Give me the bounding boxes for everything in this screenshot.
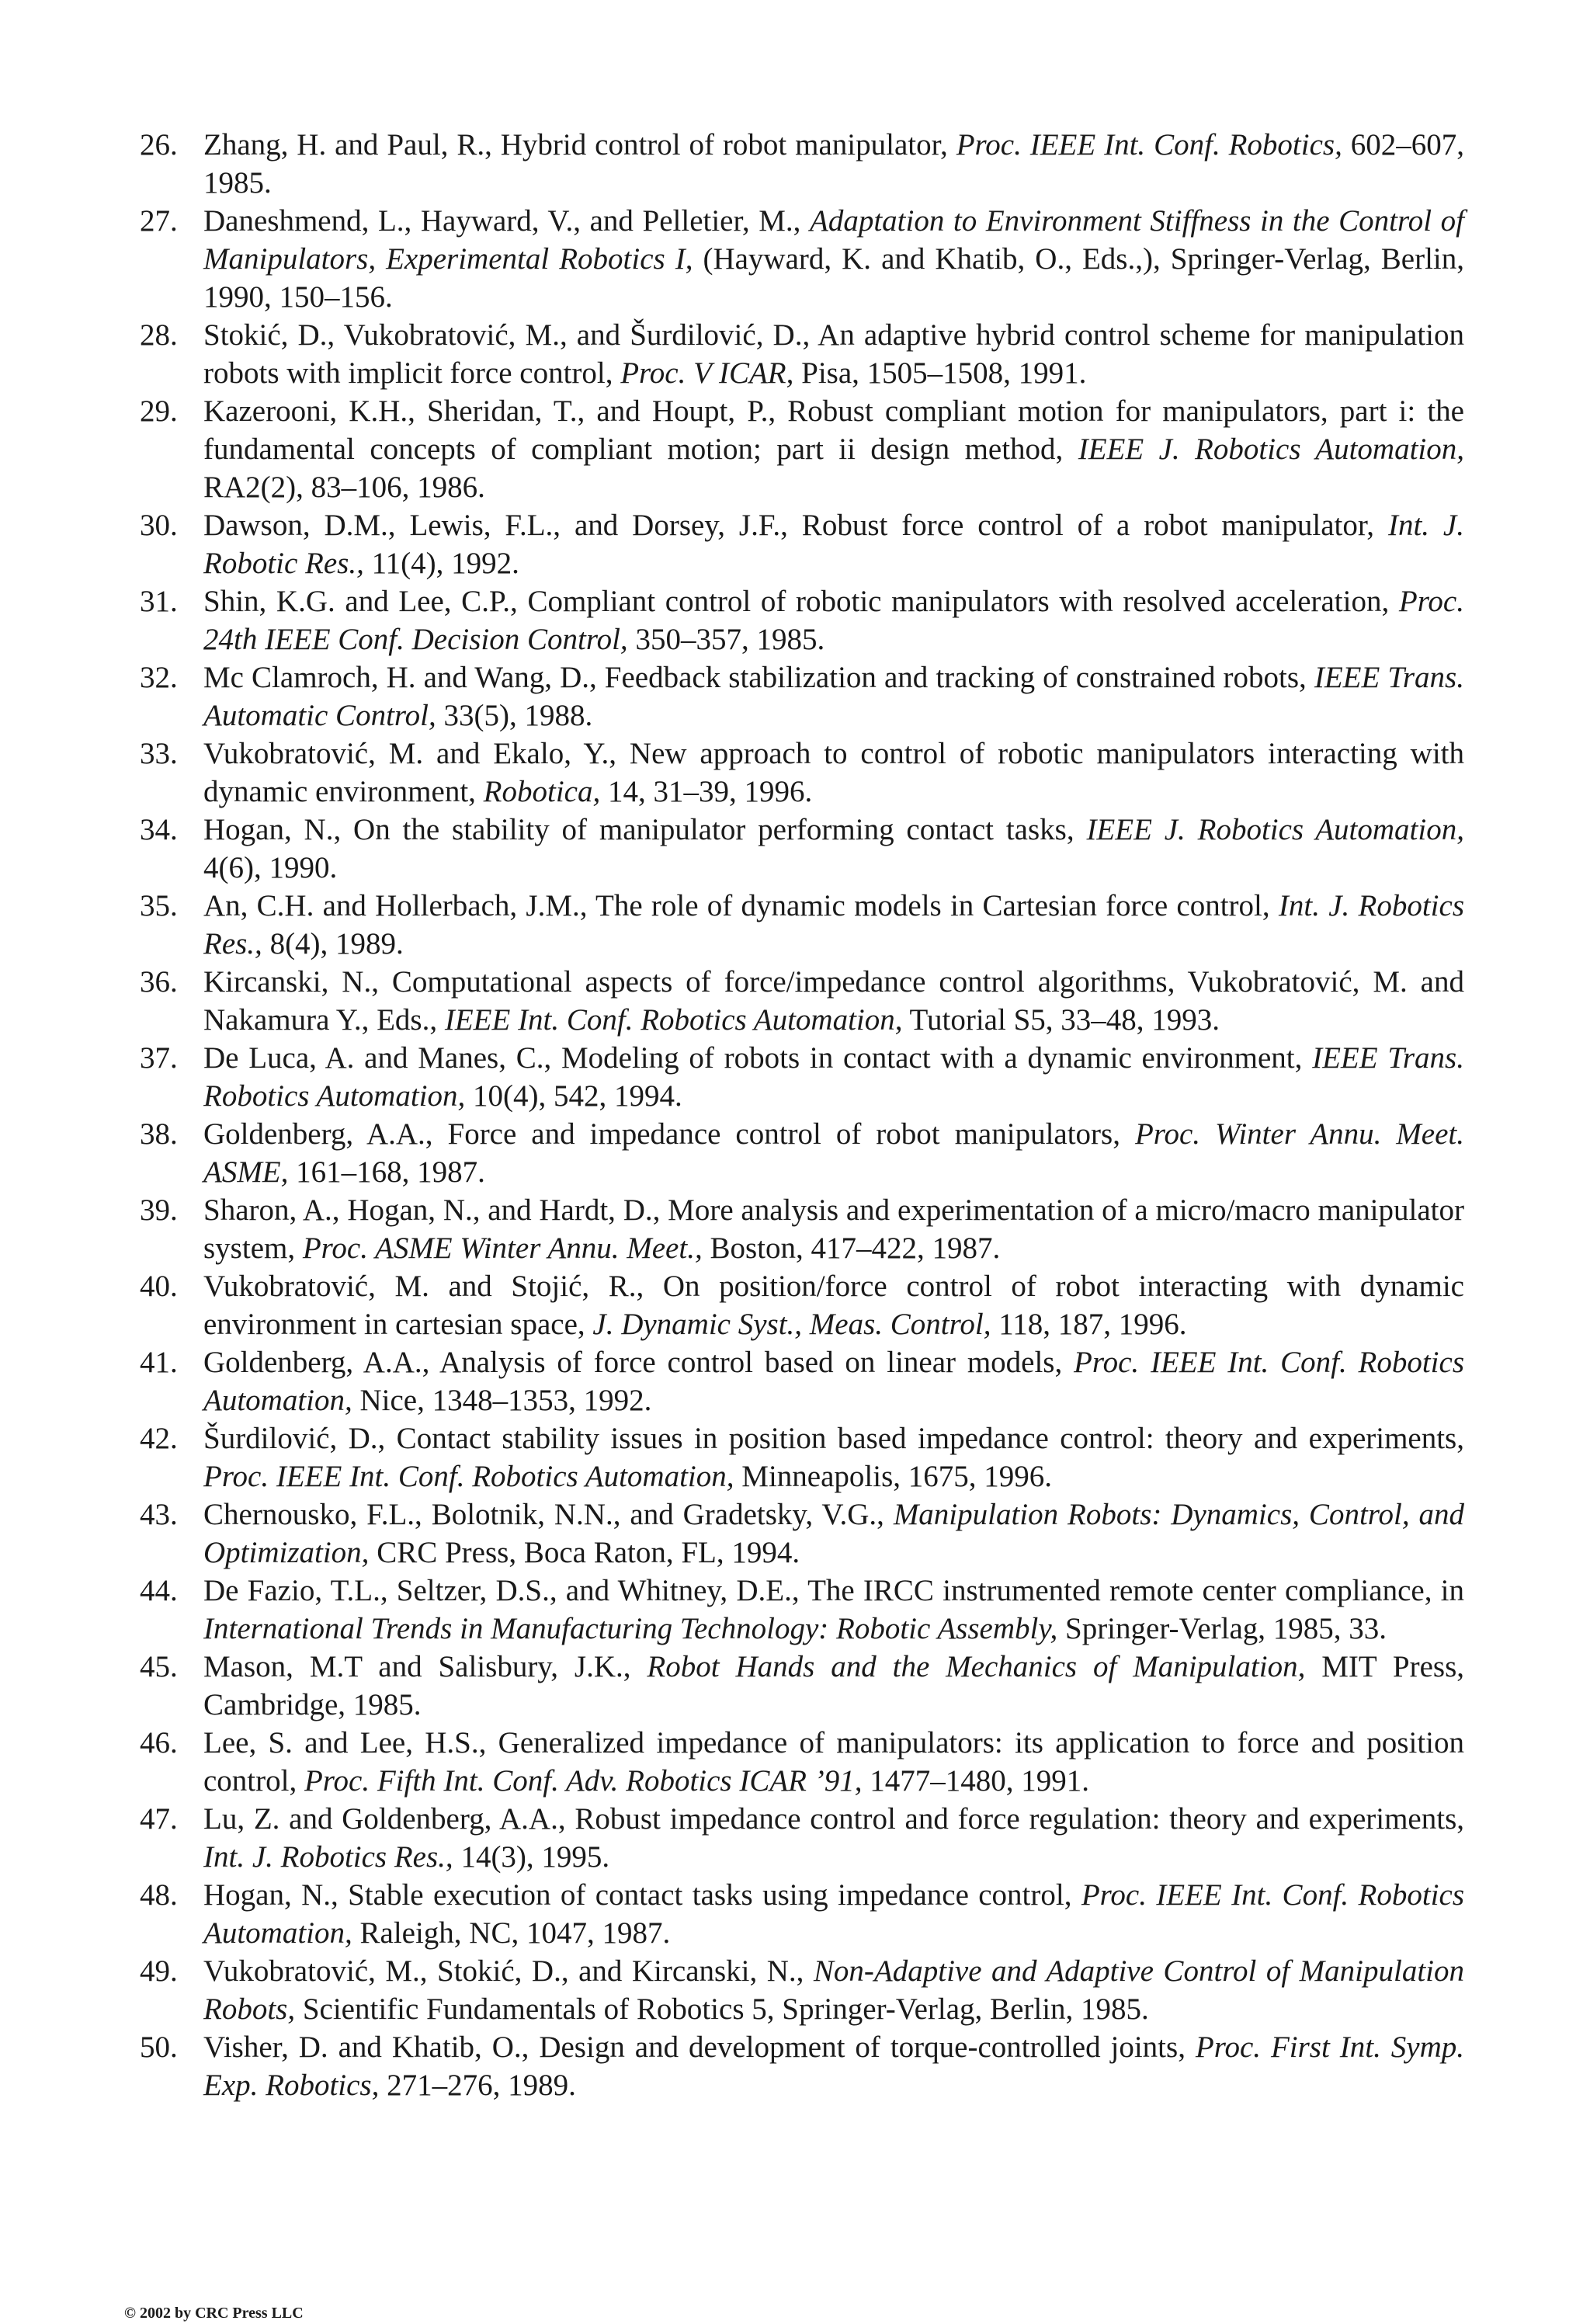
reference-item xyxy=(140,2028,1464,2104)
reference-number: 35. xyxy=(140,889,178,922)
reference-item xyxy=(140,1648,1464,1724)
reference-text-segment: RA2(2), 83–106, 1986. xyxy=(203,471,485,504)
reference-text xyxy=(203,392,1464,506)
reference-text-segment: Stokić, D., Vukobratović, M., and Šurdilović, D., An adaptive hybrid control scheme for manipulation robots with implicit force control, xyxy=(203,318,1464,390)
reference-text-segment: Vukobratović, M. and Stojić, R., On position/force control of robot interacting with dynamic environment in cartesian space, xyxy=(203,1270,1464,1341)
reference-source-italic: Int. J. Robotics Res., xyxy=(203,1840,453,1874)
reference-source-italic: Proc. ASME Winter Annu. Meet., xyxy=(302,1231,703,1265)
reference-item xyxy=(140,887,1464,963)
reference-text-segment: Scientific Fundamentals of Robotics 5, Springer-Verlag, Berlin, 1985. xyxy=(295,1992,1149,2026)
reference-text-segment: Tutorial S5, 33–48, 1993. xyxy=(902,1003,1220,1037)
reference-item xyxy=(140,1800,1464,1876)
reference-text-segment: 118, 187, 1996. xyxy=(991,1308,1187,1341)
reference-text-segment: Vukobratović, M., Stokić, D., and Kircanski, N., xyxy=(203,1954,814,1988)
reference-item xyxy=(140,1343,1464,1419)
reference-item xyxy=(140,126,1464,202)
reference-text-segment: Goldenberg, A.A., Analysis of force control based on linear models, xyxy=(203,1346,1074,1379)
reference-number: 38. xyxy=(140,1117,178,1151)
reference-item xyxy=(140,811,1464,887)
reference-text-segment: Vukobratović, M. and Ekalo, Y., New approach to control of robotic manipulators interacting with dynamic environment, xyxy=(203,737,1464,808)
reference-text-segment: Springer-Verlag, 1985, 33. xyxy=(1057,1612,1387,1645)
reference-source-italic: Proc. IEEE Int. Conf. Robotics Automation, xyxy=(203,1878,1464,1950)
reference-text xyxy=(203,811,1464,887)
reference-number: 31. xyxy=(140,585,178,618)
reference-text-segment: Shin, K.G. and Lee, C.P., Compliant control of robotic manipulators with resolved acceleration, xyxy=(203,585,1399,618)
reference-number: 43. xyxy=(140,1498,178,1531)
reference-source-italic: IEEE Int. Conf. Robotics Automation, xyxy=(444,1003,903,1037)
reference-list xyxy=(140,126,1464,2104)
reference-text xyxy=(203,1495,1464,1572)
reference-source-italic: Proc. IEEE Int. Conf. Robotics Automation, xyxy=(203,1460,734,1493)
reference-text-segment: 350–357, 1985. xyxy=(627,623,825,656)
reference-source-italic: International Trends in Manufacturing Technology: Robotic Assembly, xyxy=(203,1612,1058,1645)
reference-source-italic: Proc. IEEE Int. Conf. Robotics, xyxy=(956,128,1342,162)
reference-text xyxy=(203,126,1464,202)
reference-item xyxy=(140,1876,1464,1952)
reference-source-italic: Non-Adaptive and Adaptive Control of Manipulation Robots, xyxy=(203,1954,1464,2026)
reference-text xyxy=(203,1876,1464,1952)
reference-number: 48. xyxy=(140,1878,178,1912)
reference-source-italic: Proc. First Int. Symp. Exp. Robotics, xyxy=(203,2030,1465,2102)
reference-item xyxy=(140,202,1464,316)
reference-item xyxy=(140,1572,1464,1648)
reference-text-segment: Lee, S. and Lee, H.S., Generalized impedance of manipulators: its application to force and position control, xyxy=(203,1726,1464,1798)
reference-item xyxy=(140,1952,1464,2028)
reference-item xyxy=(140,392,1464,506)
reference-number: 29. xyxy=(140,394,178,428)
reference-text xyxy=(203,1648,1464,1724)
reference-source-italic: J. Dynamic Syst., Meas. Control, xyxy=(592,1308,991,1341)
reference-text-segment: 271–276, 1989. xyxy=(379,2069,576,2102)
reference-source-italic: Adaptation to Environment Stiffness in the Control of Manipulators, Experimental Robotics I, xyxy=(203,204,1464,276)
copyright-footer: © 2002 by CRC Press LLC xyxy=(124,2305,304,2322)
reference-text xyxy=(203,1115,1464,1191)
reference-source-italic: Robotica, xyxy=(483,775,601,808)
reference-item xyxy=(140,1115,1464,1191)
reference-item xyxy=(140,1724,1464,1800)
reference-number: 36. xyxy=(140,965,178,999)
reference-number: 39. xyxy=(140,1193,178,1227)
reference-text-segment: (Hayward, K. and Khatib, O., Eds.,), Springer-Verlag, Berlin, 1990, 150–156. xyxy=(203,242,1464,314)
reference-text-segment: Chernousko, F.L., Bolotnik, N.N., and Gradetsky, V.G., xyxy=(203,1498,894,1531)
reference-text-segment: Kazerooni, K.H., Sheridan, T., and Houpt, P., Robust compliant motion for manipulators, part i: the fundamental concepts of compliant motion; part ii design method, xyxy=(203,394,1464,466)
reference-text-segment: CRC Press, Boca Raton, FL, 1994. xyxy=(369,1536,800,1569)
reference-text-segment: An, C.H. and Hollerbach, J.M., The role of dynamic models in Cartesian force control, xyxy=(203,889,1279,922)
reference-text xyxy=(203,963,1464,1039)
reference-number: 32. xyxy=(140,661,178,694)
reference-text-segment: Minneapolis, 1675, 1996. xyxy=(734,1460,1052,1493)
reference-text-segment: 10(4), 542, 1994. xyxy=(465,1079,682,1113)
reference-source-italic: Robot Hands and the Mechanics of Manipulation, xyxy=(647,1650,1306,1683)
reference-source-italic: IEEE Trans. Automatic Control, xyxy=(203,661,1464,732)
reference-source-italic: Proc. Fifth Int. Conf. Adv. Robotics ICAR ’91, xyxy=(304,1764,863,1798)
reference-text-segment: 4(6), 1990. xyxy=(203,851,338,884)
reference-item xyxy=(140,1191,1464,1267)
reference-text-segment: MIT Press, Cambridge, 1985. xyxy=(203,1650,1465,1721)
reference-source-italic: Int. J. Robotics Res., xyxy=(203,889,1464,961)
reference-text-segment: Lu, Z. and Goldenberg, A.A., Robust impedance control and force regulation: theory and experiments, xyxy=(203,1802,1464,1836)
reference-text xyxy=(203,658,1464,735)
reference-text xyxy=(203,887,1464,963)
reference-text-segment: Daneshmend, L., Hayward, V., and Pelletier, M., xyxy=(203,204,810,238)
reference-text xyxy=(203,1952,1464,2028)
reference-text-segment: Visher, D. and Khatib, O., Design and development of torque-controlled joints, xyxy=(203,2030,1196,2064)
reference-text xyxy=(203,1419,1464,1495)
reference-number: 44. xyxy=(140,1574,178,1607)
reference-item xyxy=(140,582,1464,658)
reference-text-segment: 14, 31–39, 1996. xyxy=(600,775,813,808)
reference-text-segment: Nice, 1348–1353, 1992. xyxy=(352,1384,652,1417)
reference-source-italic: Proc. IEEE Int. Conf. Robotics Automation, xyxy=(203,1346,1464,1417)
reference-text-segment: Hogan, N., On the stability of manipulator performing contact tasks, xyxy=(203,813,1087,846)
reference-item xyxy=(140,658,1464,735)
reference-number: 30. xyxy=(140,509,178,542)
reference-item xyxy=(140,316,1464,392)
reference-text-segment: 11(4), 1992. xyxy=(363,547,519,580)
reference-number: 50. xyxy=(140,2030,178,2064)
reference-number: 46. xyxy=(140,1726,178,1760)
reference-text-segment: 1477–1480, 1991. xyxy=(862,1764,1089,1798)
reference-item xyxy=(140,1495,1464,1572)
reference-source-italic: Proc. V ICAR, xyxy=(620,356,794,390)
reference-text-segment: Mason, M.T and Salisbury, J.K., xyxy=(203,1650,647,1683)
reference-text xyxy=(203,1039,1464,1115)
reference-text xyxy=(203,202,1464,316)
reference-text xyxy=(203,735,1464,811)
reference-text-segment: Mc Clamroch, H. and Wang, D., Feedback stabilization and tracking of constrained robots, xyxy=(203,661,1314,694)
reference-text-segment: 14(3), 1995. xyxy=(453,1840,610,1874)
reference-text-segment: Šurdilović, D., Contact stability issues in position based impedance control: theory and experiments, xyxy=(203,1422,1464,1455)
reference-text-segment: Hogan, N., Stable execution of contact tasks using impedance control, xyxy=(203,1878,1081,1912)
reference-text-segment: 33(5), 1988. xyxy=(436,699,593,732)
reference-item xyxy=(140,735,1464,811)
reference-text-segment: 8(4), 1989. xyxy=(262,927,404,961)
reference-text xyxy=(203,1191,1464,1267)
reference-source-italic: Manipulation Robots: Dynamics, Control, and Optimization, xyxy=(203,1498,1465,1569)
reference-number: 26. xyxy=(140,128,178,162)
reference-item xyxy=(140,1039,1464,1115)
reference-source-italic: Proc. Winter Annu. Meet. ASME, xyxy=(203,1117,1464,1189)
reference-number: 33. xyxy=(140,737,178,770)
reference-number: 47. xyxy=(140,1802,178,1836)
reference-text-segment: Boston, 417–422, 1987. xyxy=(702,1231,1001,1265)
reference-text xyxy=(203,1572,1464,1648)
reference-source-italic: IEEE J. Robotics Automation, xyxy=(1078,432,1464,466)
reference-number: 42. xyxy=(140,1422,178,1455)
reference-text-segment: De Fazio, T.L., Seltzer, D.S., and Whitney, D.E., The IRCC instrumented remote center compliance, in xyxy=(203,1574,1464,1607)
reference-text-segment: Raleigh, NC, 1047, 1987. xyxy=(352,1916,671,1950)
reference-text xyxy=(203,1800,1464,1876)
reference-text xyxy=(203,2028,1464,2104)
reference-text-segment: 602–607, 1985. xyxy=(203,128,1465,200)
reference-number: 27. xyxy=(140,204,178,238)
reference-item xyxy=(140,963,1464,1039)
reference-text-segment: 161–168, 1987. xyxy=(288,1155,485,1189)
reference-item xyxy=(140,1419,1464,1495)
reference-text-segment: Kircanski, N., Computational aspects of force/impedance control algorithms, Vukobratović, M. and Nakamura Y., Eds., xyxy=(203,965,1464,1037)
reference-number: 28. xyxy=(140,318,178,352)
reference-text xyxy=(203,1343,1464,1419)
reference-item xyxy=(140,1267,1464,1343)
reference-text-segment: Zhang, H. and Paul, R., Hybrid control of robot manipulator, xyxy=(203,128,956,162)
reference-text-segment: Goldenberg, A.A., Force and impedance control of robot manipulators, xyxy=(203,1117,1135,1151)
reference-text xyxy=(203,1724,1464,1800)
reference-text xyxy=(203,582,1464,658)
reference-number: 37. xyxy=(140,1041,178,1075)
reference-source-italic: Int. J. Robotic Res., xyxy=(203,509,1464,580)
reference-text xyxy=(203,316,1464,392)
reference-source-italic: Proc. 24th IEEE Conf. Decision Control, xyxy=(203,585,1464,656)
reference-text-segment: Pisa, 1505–1508, 1991. xyxy=(793,356,1087,390)
reference-text-segment: Sharon, A., Hogan, N., and Hardt, D., More analysis and experimentation of a micro/macro manipulator system, xyxy=(203,1193,1464,1265)
reference-item xyxy=(140,506,1464,582)
reference-source-italic: IEEE Trans. Robotics Automation, xyxy=(203,1041,1464,1113)
reference-number: 34. xyxy=(140,813,178,846)
reference-text xyxy=(203,506,1464,582)
reference-number: 40. xyxy=(140,1270,178,1303)
reference-number: 49. xyxy=(140,1954,178,1988)
reference-number: 41. xyxy=(140,1346,178,1379)
reference-text-segment: Dawson, D.M., Lewis, F.L., and Dorsey, J.F., Robust force control of a robot manipulator, xyxy=(203,509,1388,542)
reference-text xyxy=(203,1267,1464,1343)
reference-source-italic: IEEE J. Robotics Automation, xyxy=(1086,813,1464,846)
reference-text-segment: De Luca, A. and Manes, C., Modeling of robots in contact with a dynamic environment, xyxy=(203,1041,1313,1075)
reference-number: 45. xyxy=(140,1650,178,1683)
